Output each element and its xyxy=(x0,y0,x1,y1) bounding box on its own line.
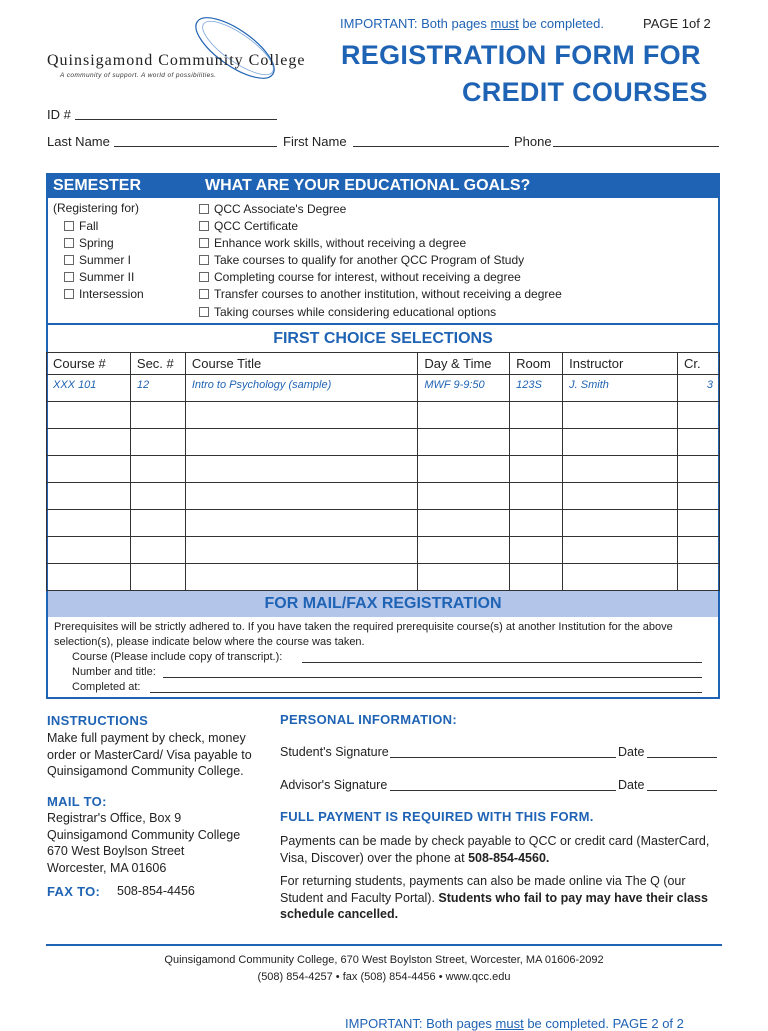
course-selection-table xyxy=(46,352,720,591)
form-title-line2: CREDIT COURSES xyxy=(462,77,708,107)
registering-for-label: (Registering for) xyxy=(53,201,140,215)
table-row xyxy=(47,564,720,591)
instructor-cell[interactable] xyxy=(563,456,678,483)
credits-cell[interactable] xyxy=(677,564,719,591)
mail-to-heading: MAIL TO: xyxy=(47,794,107,809)
semester-heading: SEMESTER xyxy=(53,177,142,194)
section-cell[interactable] xyxy=(130,402,185,429)
sample-section: 12 xyxy=(130,375,185,402)
instructor-cell[interactable] xyxy=(563,483,678,510)
fax-number: 508-854-4456 xyxy=(117,884,195,898)
student-signature-field[interactable] xyxy=(390,757,616,758)
college-name: Quinsigamond Community College xyxy=(47,52,306,69)
footer-divider xyxy=(46,944,722,946)
column-header: Room xyxy=(510,353,563,375)
section-cell[interactable] xyxy=(130,483,185,510)
payment-warning: Students who fail to pay may have their class schedule cancelled. xyxy=(280,890,708,921)
student-date-field[interactable] xyxy=(647,757,717,758)
course-title-cell[interactable] xyxy=(185,483,417,510)
checkbox[interactable] xyxy=(64,221,74,231)
room-cell[interactable] xyxy=(510,456,563,483)
checkbox[interactable] xyxy=(199,255,209,265)
transcript-course-label: Course (Please include copy of transcript.): xyxy=(72,651,283,663)
section-cell[interactable] xyxy=(130,510,185,537)
column-header: Cr. xyxy=(677,353,719,375)
footer-address: Quinsigamond Community College, 670 West Boylston Street, Worcester, MA 01606-2092 xyxy=(164,954,604,966)
checkbox[interactable] xyxy=(64,255,74,265)
phone-field[interactable] xyxy=(553,133,719,147)
sample-course-title: Intro to Psychology (sample) xyxy=(185,375,417,402)
instructor-cell[interactable] xyxy=(563,510,678,537)
course-number-cell[interactable] xyxy=(47,483,131,510)
prerequisite-notice: Prerequisites will be strictly adhered to. If you have taken the required prerequisite course(s) at another Institution for the above selection(s), please indicate below where the course was taken. xyxy=(54,621,673,648)
id-label: ID # xyxy=(47,107,71,122)
course-title-cell[interactable] xyxy=(185,564,417,591)
credits-cell[interactable] xyxy=(677,456,719,483)
column-header: Day & Time xyxy=(418,353,510,375)
course-title-cell[interactable] xyxy=(185,429,417,456)
credits-cell[interactable] xyxy=(677,510,719,537)
student-date-label: Date xyxy=(618,745,645,759)
column-header: Instructor xyxy=(563,353,678,375)
checkbox[interactable] xyxy=(199,307,209,317)
checkbox[interactable] xyxy=(199,289,209,299)
course-title-cell[interactable] xyxy=(185,537,417,564)
room-cell[interactable] xyxy=(510,402,563,429)
instructor-cell[interactable] xyxy=(563,402,678,429)
sample-day-time: MWF 9-9:50 xyxy=(418,375,510,402)
goal-option-interest[interactable]: Completing course for interest, without receiving a degree xyxy=(199,268,562,285)
day-time-cell[interactable] xyxy=(418,537,510,564)
goals-heading: WHAT ARE YOUR EDUCATIONAL GOALS? xyxy=(205,177,531,194)
semester-option-summer-2[interactable]: Summer II xyxy=(64,268,144,285)
first-choice-heading: FIRST CHOICE SELECTIONS xyxy=(46,323,720,353)
completed-at-label: Completed at: xyxy=(72,681,141,693)
course-number-cell[interactable] xyxy=(47,537,131,564)
first-name-label: First Name xyxy=(283,134,347,149)
room-cell[interactable] xyxy=(510,429,563,456)
checkbox[interactable] xyxy=(199,272,209,282)
form-title-line1: REGISTRATION FORM FOR xyxy=(341,40,701,70)
semester-option-intersession[interactable]: Intersession xyxy=(64,285,144,302)
student-signature-label: Student's Signature xyxy=(280,745,389,759)
course-number-cell[interactable] xyxy=(47,456,131,483)
credits-cell[interactable] xyxy=(677,537,719,564)
instructor-cell[interactable] xyxy=(563,564,678,591)
credits-cell[interactable] xyxy=(677,429,719,456)
room-cell[interactable] xyxy=(510,483,563,510)
column-header: Course # xyxy=(47,353,131,375)
table-row xyxy=(47,402,720,429)
semester-option-fall[interactable]: Fall xyxy=(64,217,144,234)
mail-address-line: 670 West Boylson Street xyxy=(47,844,185,858)
table-row xyxy=(47,429,720,456)
room-cell[interactable] xyxy=(510,564,563,591)
goal-option-certificate[interactable]: QCC Certificate xyxy=(199,217,562,234)
instructor-cell[interactable] xyxy=(563,537,678,564)
important-suffix: be completed. xyxy=(518,16,604,31)
course-number-cell[interactable] xyxy=(47,510,131,537)
number-title-label: Number and title: xyxy=(72,666,156,678)
sample-instructor: J. Smith xyxy=(563,375,678,402)
checkbox[interactable] xyxy=(199,221,209,231)
mail-fax-heading: FOR MAIL/FAX REGISTRATION xyxy=(48,591,718,617)
course-number-cell[interactable] xyxy=(47,564,131,591)
sample-room: 123S xyxy=(510,375,563,402)
column-header: Sec. # xyxy=(130,353,185,375)
fax-to-heading: FAX TO: xyxy=(47,884,101,899)
instructor-cell[interactable] xyxy=(563,429,678,456)
mail-address-line: Worcester, MA 01606 xyxy=(47,860,167,875)
credits-cell[interactable] xyxy=(677,402,719,429)
day-time-cell[interactable] xyxy=(418,456,510,483)
goal-option-transfer[interactable]: Transfer courses to another institution, without receiving a degree xyxy=(199,285,562,303)
mail-address-line: Quinsigamond Community College xyxy=(47,827,241,842)
table-row xyxy=(47,483,720,510)
phone-label: Phone xyxy=(514,134,552,149)
course-title-cell[interactable] xyxy=(185,402,417,429)
day-time-cell[interactable] xyxy=(418,564,510,591)
instructions-heading: INSTRUCTIONS xyxy=(47,713,149,728)
section-cell[interactable] xyxy=(130,429,185,456)
checkbox[interactable] xyxy=(64,272,74,282)
last-name-field[interactable] xyxy=(114,133,277,147)
checkbox[interactable] xyxy=(199,204,209,214)
goal-option-associates[interactable]: QCC Associate's Degree xyxy=(199,200,562,217)
room-cell[interactable] xyxy=(510,510,563,537)
course-number-cell[interactable] xyxy=(47,402,131,429)
room-cell[interactable] xyxy=(510,537,563,564)
column-header: Course Title xyxy=(185,353,417,375)
advisor-signature-field[interactable] xyxy=(390,790,616,791)
credits-cell[interactable] xyxy=(677,483,719,510)
mail-address-line: Registrar's Office, Box 9 xyxy=(47,811,182,825)
footer-contact: (508) 854-4257 • fax (508) 854-4456 • www.qcc.edu xyxy=(257,971,511,983)
instructions-text: Make full payment by check, money order or MasterCard/ Visa payable to Quinsigamond Community College. xyxy=(47,731,252,778)
section-cell[interactable] xyxy=(130,564,185,591)
semester-goals-header xyxy=(46,173,720,198)
checkbox[interactable] xyxy=(64,289,74,299)
day-time-cell[interactable] xyxy=(418,402,510,429)
day-time-cell[interactable] xyxy=(418,483,510,510)
page-number: PAGE 1of 2 xyxy=(643,16,711,31)
next-page-notice: IMPORTANT: Both pages must be completed. PAGE 2 of 2 xyxy=(345,1016,684,1031)
important-prefix: IMPORTANT: Both pages xyxy=(340,16,491,31)
sample-course-number: XXX 101 xyxy=(47,375,131,402)
course-title-cell[interactable] xyxy=(185,510,417,537)
payment-phone: 508-854-4560. xyxy=(468,850,550,865)
semester-option-summer-1[interactable]: Summer I xyxy=(64,251,144,268)
goal-options xyxy=(199,200,562,321)
payment-paragraph-2: For returning students, payments can also be made online via The Q (our Student and Faculty Portal). Students who fail to pay may have their class schedule cancelled. xyxy=(280,874,708,921)
important-emphasis: must xyxy=(490,16,519,31)
advisor-signature-label: Advisor's Signature xyxy=(280,778,388,792)
table-header-row xyxy=(47,353,720,375)
day-time-cell[interactable] xyxy=(418,510,510,537)
section-cell[interactable] xyxy=(130,456,185,483)
id-field[interactable] xyxy=(75,106,277,120)
table-row-sample xyxy=(47,375,720,402)
table-row xyxy=(47,456,720,483)
completed-at-field[interactable] xyxy=(150,692,702,693)
semester-option-spring[interactable]: Spring xyxy=(64,234,144,251)
first-name-field[interactable] xyxy=(353,133,509,147)
course-number-cell[interactable] xyxy=(47,429,131,456)
checkbox[interactable] xyxy=(199,238,209,248)
course-title-cell[interactable] xyxy=(185,456,417,483)
number-title-field[interactable] xyxy=(163,677,702,678)
table-row xyxy=(47,537,720,564)
goal-option-considering[interactable]: Taking courses while considering educational options xyxy=(199,303,562,321)
sample-credits: 3 xyxy=(677,375,719,402)
payment-heading: FULL PAYMENT IS REQUIRED WITH THIS FORM. xyxy=(280,809,594,824)
personal-info-heading: PERSONAL INFORMATION: xyxy=(280,712,457,727)
advisor-date-field[interactable] xyxy=(647,790,717,791)
important-notice xyxy=(340,16,604,31)
college-tagline: A community of support. A world of possibilities. xyxy=(60,72,217,79)
semester-options xyxy=(64,217,144,302)
advisor-date-label: Date xyxy=(618,778,645,792)
checkbox[interactable] xyxy=(64,238,74,248)
last-name-label: Last Name xyxy=(47,134,110,149)
day-time-cell[interactable] xyxy=(418,429,510,456)
goal-option-qualify-program[interactable]: Take courses to qualify for another QCC Program of Study xyxy=(199,251,562,268)
payment-paragraph-1: Payments can be made by check payable to QCC or credit card (MasterCard, Visa, Discover) over the phone at 508-854-4560. xyxy=(280,834,710,865)
table-row xyxy=(47,510,720,537)
mail-address xyxy=(47,810,240,876)
section-cell[interactable] xyxy=(130,537,185,564)
goal-option-enhance-skills[interactable]: Enhance work skills, without receiving a degree xyxy=(199,234,562,251)
transcript-course-field[interactable] xyxy=(302,662,702,663)
